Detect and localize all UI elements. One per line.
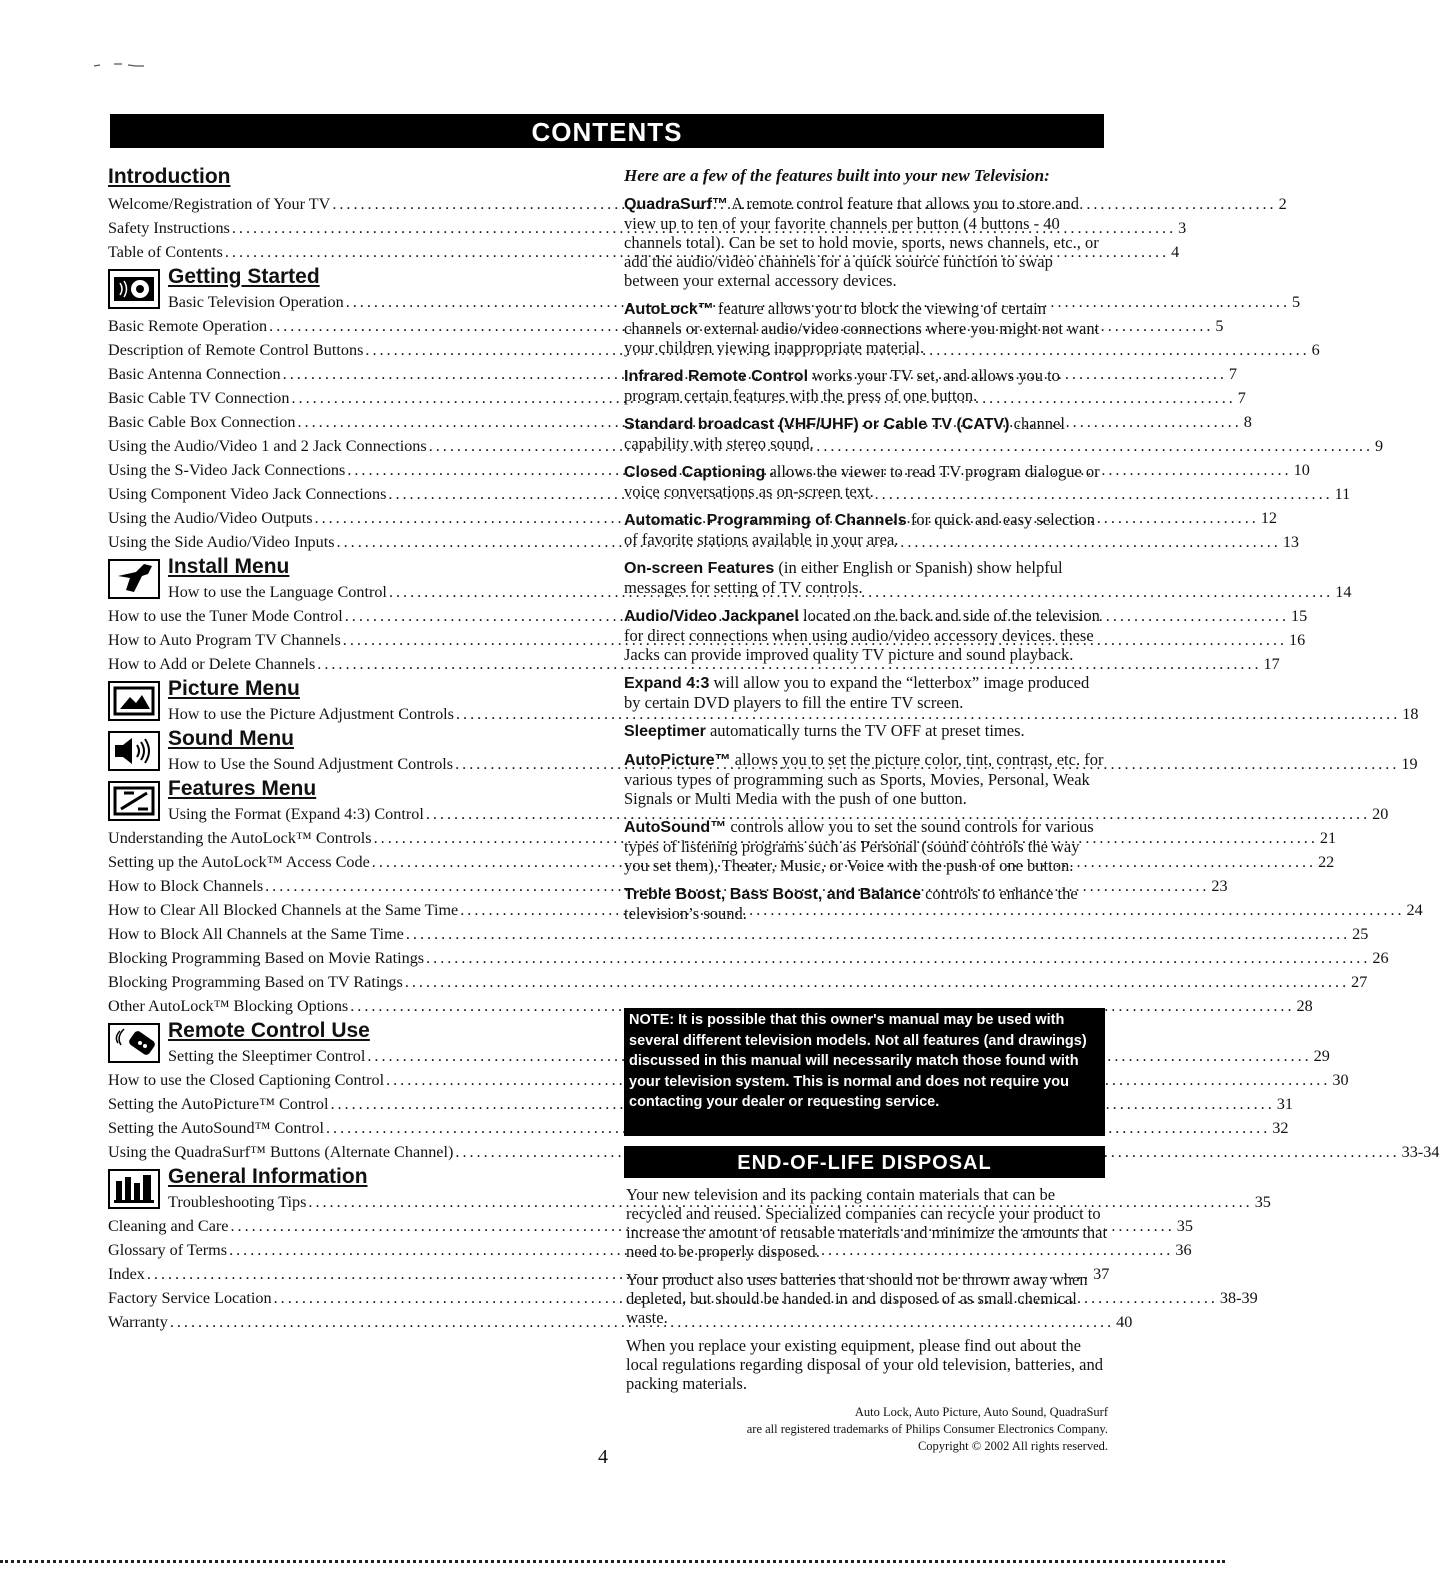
toc-entry (108, 1286, 1258, 1310)
toc-entry-page: 18 (1402, 705, 1419, 723)
feature-paragraph (624, 558, 1106, 597)
toc-entry (108, 530, 1300, 554)
toc-entry-title: Safety Instructions (108, 219, 230, 237)
feature-name: Sleeptimer (624, 723, 706, 740)
toc-entry-title: Description of Remote Control Buttons (108, 341, 364, 359)
toc-entry (108, 240, 1180, 264)
toc-entry-title: Setting up the AutoLock™ Access Code (108, 853, 370, 871)
section-heading: Remote Control Use (168, 1019, 370, 1042)
scan-mark (92, 58, 162, 70)
toc-entry-title: How to use the Tuner Mode Control (108, 607, 343, 625)
toc-entry-title: Index (108, 1265, 145, 1283)
toc-entry-title: Basic Cable TV Connection (108, 389, 290, 407)
toc-entry-page: 24 (1406, 901, 1423, 919)
toc-entry-page: 7 (1237, 389, 1246, 407)
toc-entry-title: Blocking Programming Based on Movie Ratings (108, 949, 425, 967)
toc-entry-page: 12 (1260, 509, 1277, 527)
toc-entry-page: 5 (1291, 293, 1301, 311)
toc-entry-title: How to use the Language Control (168, 583, 387, 601)
feature-paragraph (624, 414, 1106, 453)
toc-entry-page: 28 (1296, 997, 1313, 1015)
toc-entry-page: 10 (1293, 461, 1310, 479)
toc-entry-page: 13 (1282, 533, 1300, 551)
toc-entry-page: 19 (1401, 755, 1418, 773)
feature-paragraph (624, 462, 1106, 501)
toc-entry-page: 3 (1178, 219, 1187, 237)
eol-text (626, 1185, 1108, 1402)
feature-description: works your TV set, and allows you to program certain features with the press of one button. (624, 366, 1060, 405)
toc-entry-title: How to Clear All Blocked Channels at the Same Time (108, 901, 459, 919)
toc-entry (108, 994, 1313, 1018)
trademark-line: Auto Lock, Auto Picture, Auto Sound, QuadraSurf (854, 1405, 1108, 1419)
toc-entry-title: How to use the Closed Captioning Control (108, 1071, 385, 1089)
feature-description: feature allows you to block the viewing of certain channels or external audio/video connections where you might not want your children viewing inappropriate material. (624, 299, 1100, 357)
feature-paragraph (624, 817, 1106, 875)
feature-paragraph (624, 884, 1106, 923)
toc-entry (108, 1238, 1192, 1262)
toc-entry (108, 1092, 1293, 1116)
toc-entry-page: 17 (1263, 655, 1280, 673)
eol-banner: END-OF-LIFE DISPOSAL (624, 1146, 1105, 1178)
toc-entry-page: 16 (1289, 631, 1306, 649)
trademark-line: are all registered trademarks of Philips Consumer Electronics Company. (746, 1422, 1108, 1436)
features-icon (108, 781, 160, 821)
toc-entry-title: Table of Contents (108, 243, 223, 261)
section-heading: General Information (168, 1165, 368, 1188)
toc-entry-title: How to Auto Program TV Channels (108, 631, 341, 649)
toc-entry (108, 628, 1306, 652)
feature-name: Audio/Video Jackpanel (624, 608, 799, 625)
toc-entry-page: 35 (1254, 1193, 1271, 1211)
eol-paragraph: Your product also uses batteries that should not be thrown away when depleted, but should be handed in and disposed of as small chemical waste. (626, 1270, 1088, 1327)
toc-entry-page: 32 (1272, 1119, 1289, 1137)
toc-entry (108, 1116, 1289, 1140)
toc-entry-page: 7 (1228, 365, 1238, 383)
toc-entry (108, 314, 1224, 338)
toc-entry-title: Factory Service Location (108, 1289, 272, 1307)
feature-paragraph (624, 299, 1106, 357)
toc-entry-page: 33-34 (1401, 1143, 1439, 1161)
toc-entry-page: 25 (1352, 925, 1369, 943)
toc-entry-title: Using the QuadraSurf™ Buttons (Alternate Channel) (108, 1143, 454, 1161)
toc-entry-title: Using the Format (Expand 4:3) Control (168, 805, 424, 823)
toc-entry-title: Using the Audio/Video 1 and 2 Jack Connections (108, 437, 427, 455)
feature-paragraph (624, 366, 1106, 405)
contents-banner: CONTENTS (110, 114, 1104, 148)
toc-entry-title: Using the Audio/Video Outputs (108, 509, 313, 527)
toc-entry-title: Welcome/Registration of Your TV (108, 195, 331, 213)
toc-entry-title: How to Add or Delete Channels (108, 655, 316, 673)
toc-entry-page: 11 (1334, 485, 1351, 503)
section-heading: Install Menu (168, 555, 290, 578)
toc-entry-title: Basic Antenna Connection (108, 365, 281, 383)
feature-description: located on the back and side of the television for direct connections when using audio/video accessory devices. these Jacks can provide improved quality TV picture and sound playback. (624, 606, 1100, 664)
feature-description: allows the viewer to read TV program dialogue or voice conversations as on-screen text. (624, 462, 1100, 501)
toc-entry-title: How to Use the Sound Adjustment Controls (168, 755, 454, 773)
toc-entry (108, 850, 1335, 874)
toc-entry-page: 35 (1176, 1217, 1193, 1235)
toc-entry-page: 30 (1332, 1071, 1349, 1089)
toc-leader (424, 946, 1372, 970)
eol-paragraph: Your new television and its packing contain materials that can be recycled and reused. Specialized companies can recycle your product to increase the amount of reusable materials and minimize the amounts that need to be properly disposed. (626, 1185, 1108, 1261)
section-heading: Picture Menu (168, 677, 300, 700)
toc-entry-page: 40 (1116, 1313, 1133, 1331)
speaker-icon (108, 731, 160, 771)
picture-icon (108, 681, 160, 721)
tv-disc-icon (108, 269, 160, 309)
feature-description: allows you to set the picture color, tint, contrast, etc. for various types of programming such as Sports, Movies, Personal, Weak Signals or Multi Media with the push of one button. (624, 750, 1104, 808)
feature-name: Treble Boost, Bass Boost, and Balance (624, 886, 921, 903)
toc-entry-page: 4 (1171, 243, 1180, 261)
feature-name: On-screen Features (624, 560, 775, 577)
toc-entry-page: 14 (1335, 583, 1352, 601)
toc-entry-title: Setting the Sleeptimer Control (168, 1047, 366, 1065)
toc-leader (403, 970, 1351, 994)
toc-entry-page: 36 (1175, 1241, 1192, 1259)
toc-entry-title: Using the Side Audio/Video Inputs (108, 533, 335, 551)
toc-entry-title: Using the S-Video Jack Connections (108, 461, 346, 479)
feature-description: will allow you to expand the “letterbox” image produced by certain DVD players to fill the entire TV screen. (624, 673, 1090, 712)
toc-entry (108, 1310, 1133, 1334)
toc-entry-title: Using Component Video Jack Connections (108, 485, 387, 503)
toc-entry-title: How to Block All Channels at the Same Time (108, 925, 404, 943)
trademark-line: Copyright © 2002 All rights reserved. (917, 1439, 1108, 1453)
info-icon (108, 1169, 160, 1209)
wrench-icon (108, 559, 160, 599)
note-box: NOTE: It is possible that this owner's manual may be used with several different television models. Not all features (and drawings) discussed in this manual will necessarily match those found with your television system. This is normal and does not require you contacting your dealer or requesting service. (624, 1008, 1105, 1136)
toc-entry-title: Glossary of Terms (108, 1241, 228, 1259)
toc-entry-title: How to Block Channels (108, 877, 264, 895)
toc-entry-title: Understanding the AutoLock™ Controls (108, 829, 372, 847)
toc-entry-page: 21 (1319, 829, 1337, 847)
toc-entry-title: Setting the AutoSound™ Control (108, 1119, 324, 1137)
feature-paragraph (624, 673, 1106, 712)
feature-description: channel capability with stereo sound. (624, 414, 1065, 453)
toc-entry-page: 26 (1372, 949, 1389, 967)
toc-entry-page: 9 (1374, 437, 1384, 455)
feature-paragraph (624, 510, 1106, 549)
features-intro: Here are a few of the features built into your new Television: (624, 166, 1050, 185)
toc-entry-page: 31 (1276, 1095, 1293, 1113)
feature-name: Expand 4:3 (624, 675, 710, 692)
feature-paragraph (624, 194, 1106, 290)
toc-entry-page: 6 (1311, 341, 1320, 359)
toc-entry-page: 37 (1093, 1265, 1110, 1283)
feature-paragraph (624, 721, 1106, 741)
feature-description: controls allow you to set the sound controls for various types of listening programs such as Personal (sound controls the way you set them), Theater, Music, or Voice with the push of one button. (624, 817, 1094, 875)
trademark-notice (640, 1404, 1108, 1455)
toc-entry-page: 38-39 (1219, 1289, 1258, 1307)
toc-entry (108, 1214, 1193, 1238)
toc-entry-title: Cleaning and Care (108, 1217, 229, 1235)
features-column (624, 164, 1106, 932)
toc-entry-title: How to use the Picture Adjustment Controls (168, 705, 454, 723)
feature-paragraph (624, 606, 1106, 664)
toc-entry (108, 922, 1369, 946)
section-heading-introduction: Introduction (108, 165, 231, 188)
toc-entry (108, 1262, 1110, 1286)
feature-name: Infrared Remote Control (624, 368, 809, 385)
toc-entry-title: Blocking Programming Based on TV Ratings (108, 973, 403, 991)
toc-entry-page: 15 (1291, 607, 1308, 625)
feature-name: Standard broadcast (VHF/UHF) or Cable TV (CATV) (624, 416, 1010, 433)
feature-description: controls to enhance the television’s sound. (624, 884, 1078, 923)
page-number: 4 (598, 1446, 608, 1468)
feature-name: QuadraSurf™ (624, 196, 729, 213)
section-heading: Sound Menu (168, 727, 294, 750)
feature-name: AutoSound™ (624, 819, 727, 836)
feature-description: A remote control feature that allows you to store and view up to ten of your favorite channels per button (4 buttons - 40 channels total). Can be set to hold movie, sports, news channels, etc., or add the audio/video channels for a quick source function to swap between your external accessory devices. (624, 194, 1099, 290)
feature-name: Automatic Programming of Channels (624, 512, 907, 529)
feature-description: for quick and easy selection of favorite stations available in your area. (624, 510, 1096, 549)
toc-entry (108, 386, 1246, 410)
toc-entry-title: Basic Remote Operation (108, 317, 268, 335)
scan-edge (0, 1560, 1225, 1563)
toc-entry (108, 970, 1368, 994)
toc-entry-page: 20 (1372, 805, 1389, 823)
feature-paragraph (624, 750, 1106, 808)
toc-entry-page: 5 (1215, 317, 1224, 335)
toc-entry-page: 8 (1243, 413, 1252, 431)
toc-entry (108, 434, 1384, 458)
toc-entry-title: Setting the AutoPicture™ Control (108, 1095, 329, 1113)
toc-entry (108, 652, 1280, 676)
eol-paragraph: When you replace your existing equipment, please find out about the local regulations regarding disposal of your old television, batteries, and packing materials. (626, 1336, 1104, 1393)
toc-entry-page: 27 (1351, 973, 1368, 991)
toc-entry-title: Warranty (108, 1313, 168, 1331)
toc-entry (108, 338, 1320, 362)
toc-entry-page: 23 (1211, 877, 1228, 895)
toc-entry-page: 2 (1278, 195, 1287, 213)
toc-entry-title: Basic Television Operation (168, 293, 344, 311)
toc-entry-page: 29 (1313, 1047, 1330, 1065)
toc-entry-title: Troubleshooting Tips (168, 1193, 307, 1211)
feature-name: AutoLock™ (624, 301, 714, 318)
toc-entry-page: 22 (1318, 853, 1335, 871)
section-heading: Features Menu (168, 777, 317, 800)
feature-description: automatically turns the TV OFF at preset times. (705, 721, 1025, 740)
toc-entry-title: Basic Cable Box Connection (108, 413, 296, 431)
remote-icon (108, 1023, 160, 1063)
toc-entry (108, 216, 1187, 240)
feature-description: (in either English or Spanish) show helpful messages for setting of TV controls. (624, 558, 1063, 597)
toc-entry (108, 482, 1351, 506)
toc-entry (108, 1068, 1349, 1092)
toc-entry-title: Other AutoLock™ Blocking Options (108, 997, 349, 1015)
section-heading: Getting Started (168, 265, 320, 288)
toc-entry (108, 946, 1389, 970)
feature-name: AutoPicture™ (624, 752, 731, 769)
feature-name: Closed Captioning (624, 464, 766, 481)
